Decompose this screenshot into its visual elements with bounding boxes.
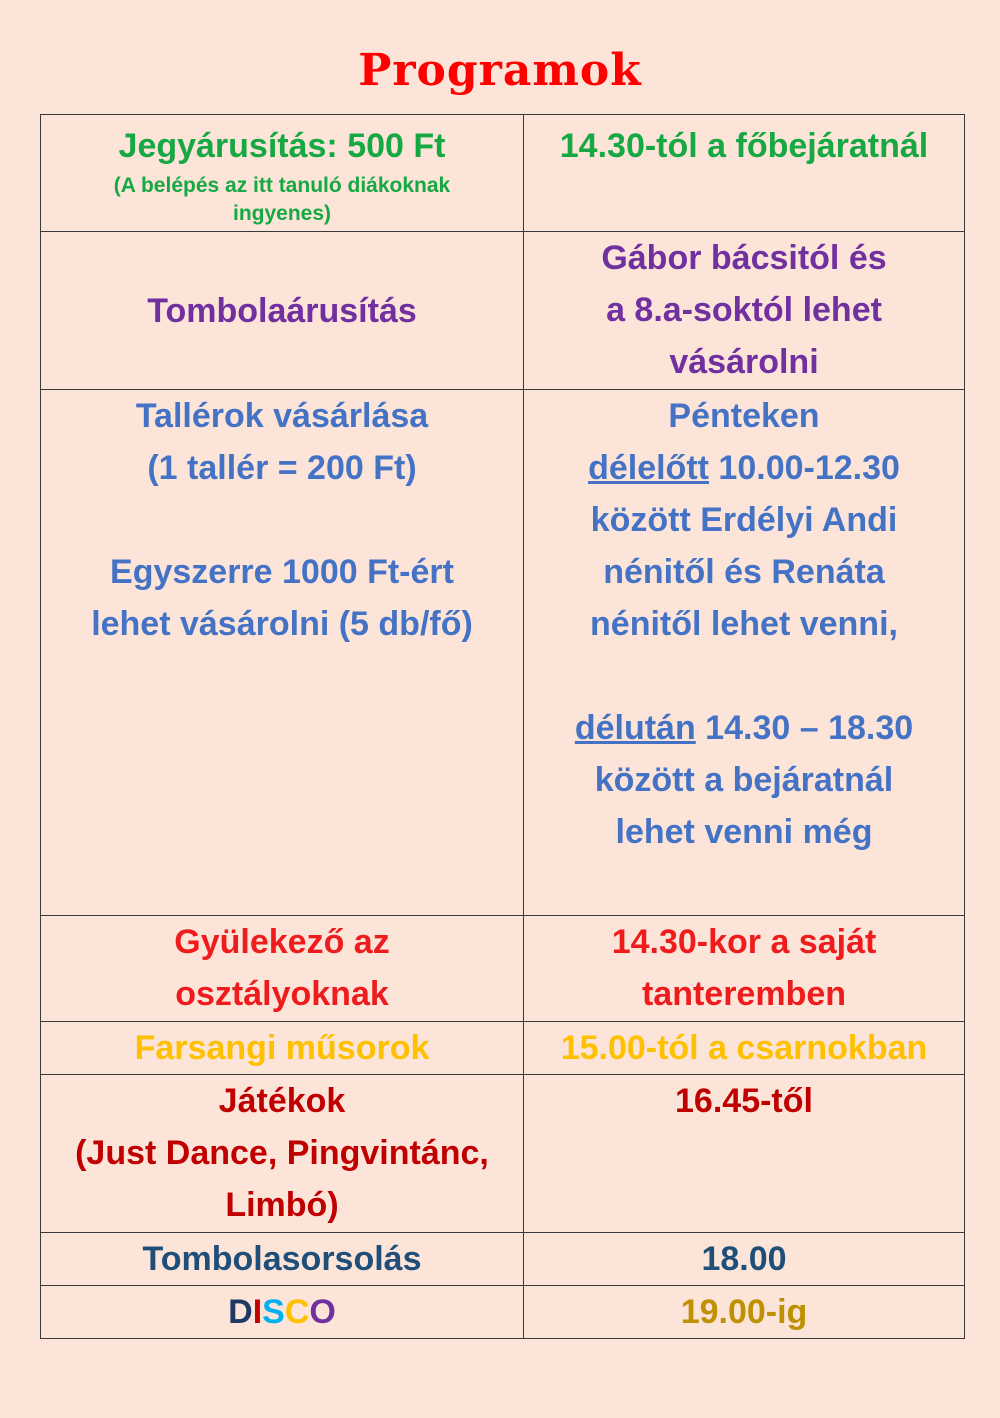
games-line: (Just Dance, Pingvintánc, xyxy=(75,1134,489,1172)
disco-label-cell xyxy=(41,1286,524,1339)
gathering-label-cell xyxy=(41,916,524,1022)
coins-info-line xyxy=(532,442,956,494)
raffle-sale-line: a 8.a-soktól lehet xyxy=(606,291,882,329)
games-line: Játékok xyxy=(218,1082,346,1120)
page-title: Programok xyxy=(358,45,642,96)
games-label-cell xyxy=(41,1075,524,1233)
table-row-gathering xyxy=(41,916,965,1022)
spacer xyxy=(532,650,956,702)
disco-letter: D xyxy=(228,1293,253,1331)
shows-time-cell xyxy=(524,1022,965,1075)
table-row-coins xyxy=(41,390,965,916)
table-row-games xyxy=(41,1075,965,1233)
raffle-draw-label: Tombolasorsolás xyxy=(142,1240,422,1278)
disco-time: 19.00-ig xyxy=(680,1293,808,1331)
table-row-raffle-sale xyxy=(41,232,965,390)
disco-letter: S xyxy=(262,1293,285,1331)
coins-info-line: Pénteken xyxy=(668,397,820,435)
table-row-shows xyxy=(41,1022,965,1075)
coins-info-line: nénitől és Renáta xyxy=(603,553,885,591)
afternoon-time: 14.30 – 18.30 xyxy=(695,709,914,747)
table-row-disco xyxy=(41,1286,965,1339)
coins-info-cell xyxy=(524,390,965,916)
coins-line: (1 tallér = 200 Ft) xyxy=(147,449,417,487)
coins-line: Egyszerre 1000 Ft-ért xyxy=(110,553,454,591)
disco-letter: I xyxy=(252,1293,263,1331)
raffle-draw-label-cell xyxy=(41,1233,524,1286)
morning-label: délelőtt xyxy=(588,449,709,487)
games-time-cell xyxy=(524,1075,965,1233)
coins-info-line xyxy=(532,702,956,754)
tickets-time-cell xyxy=(524,115,965,232)
tickets-label-cell xyxy=(41,115,524,232)
morning-time: 10.00-12.30 xyxy=(708,449,900,487)
program-table xyxy=(40,114,965,1339)
gathering-time-cell xyxy=(524,916,965,1022)
raffle-sale-label-cell xyxy=(41,232,524,390)
table-row-raffle-draw xyxy=(41,1233,965,1286)
table-row-tickets xyxy=(41,115,965,232)
tickets-label: Jegyárusítás: 500 Ft xyxy=(118,127,446,165)
shows-label-cell xyxy=(41,1022,524,1075)
coins-info-line: lehet venni még xyxy=(615,813,873,851)
tickets-time: 14.30-tól a főbejáratnál xyxy=(559,127,929,165)
raffle-sale-label: Tombolaárusítás xyxy=(147,291,417,330)
raffle-draw-time: 18.00 xyxy=(701,1240,787,1278)
disco-letter: C xyxy=(284,1293,310,1331)
coins-label-cell xyxy=(41,390,524,916)
spacer xyxy=(49,494,515,546)
disco-time-cell xyxy=(524,1286,965,1339)
gathering-line: Gyülekező az xyxy=(174,923,390,961)
coins-line: Tallérok vásárlása xyxy=(135,397,429,435)
raffle-sale-line: vásárolni xyxy=(669,343,819,381)
gathering-time-line: 14.30-kor a saját xyxy=(611,923,877,961)
gathering-line: osztályoknak xyxy=(175,975,389,1013)
shows-time: 15.00-tól a csarnokban xyxy=(560,1029,928,1067)
gathering-time-line: tanteremben xyxy=(641,975,847,1013)
raffle-sale-info-cell xyxy=(524,232,965,390)
tickets-note: (A belépés az itt tanuló diákoknak ingyenes) xyxy=(113,174,451,225)
raffle-sale-line: Gábor bácsitól és xyxy=(601,239,887,277)
afternoon-label: délután xyxy=(574,709,696,747)
games-time: 16.45-től xyxy=(675,1082,813,1120)
shows-label: Farsangi műsorok xyxy=(134,1029,430,1067)
games-line: Limbó) xyxy=(225,1186,339,1224)
disco-letter: O xyxy=(309,1293,336,1331)
coins-info-line: között Erdélyi Andi xyxy=(590,501,898,539)
raffle-draw-time-cell xyxy=(524,1233,965,1286)
coins-info-line: között a bejáratnál xyxy=(594,761,894,799)
coins-info-line: nénitől lehet venni, xyxy=(590,605,898,643)
coins-line: lehet vásárolni (5 db/fő) xyxy=(91,605,473,643)
